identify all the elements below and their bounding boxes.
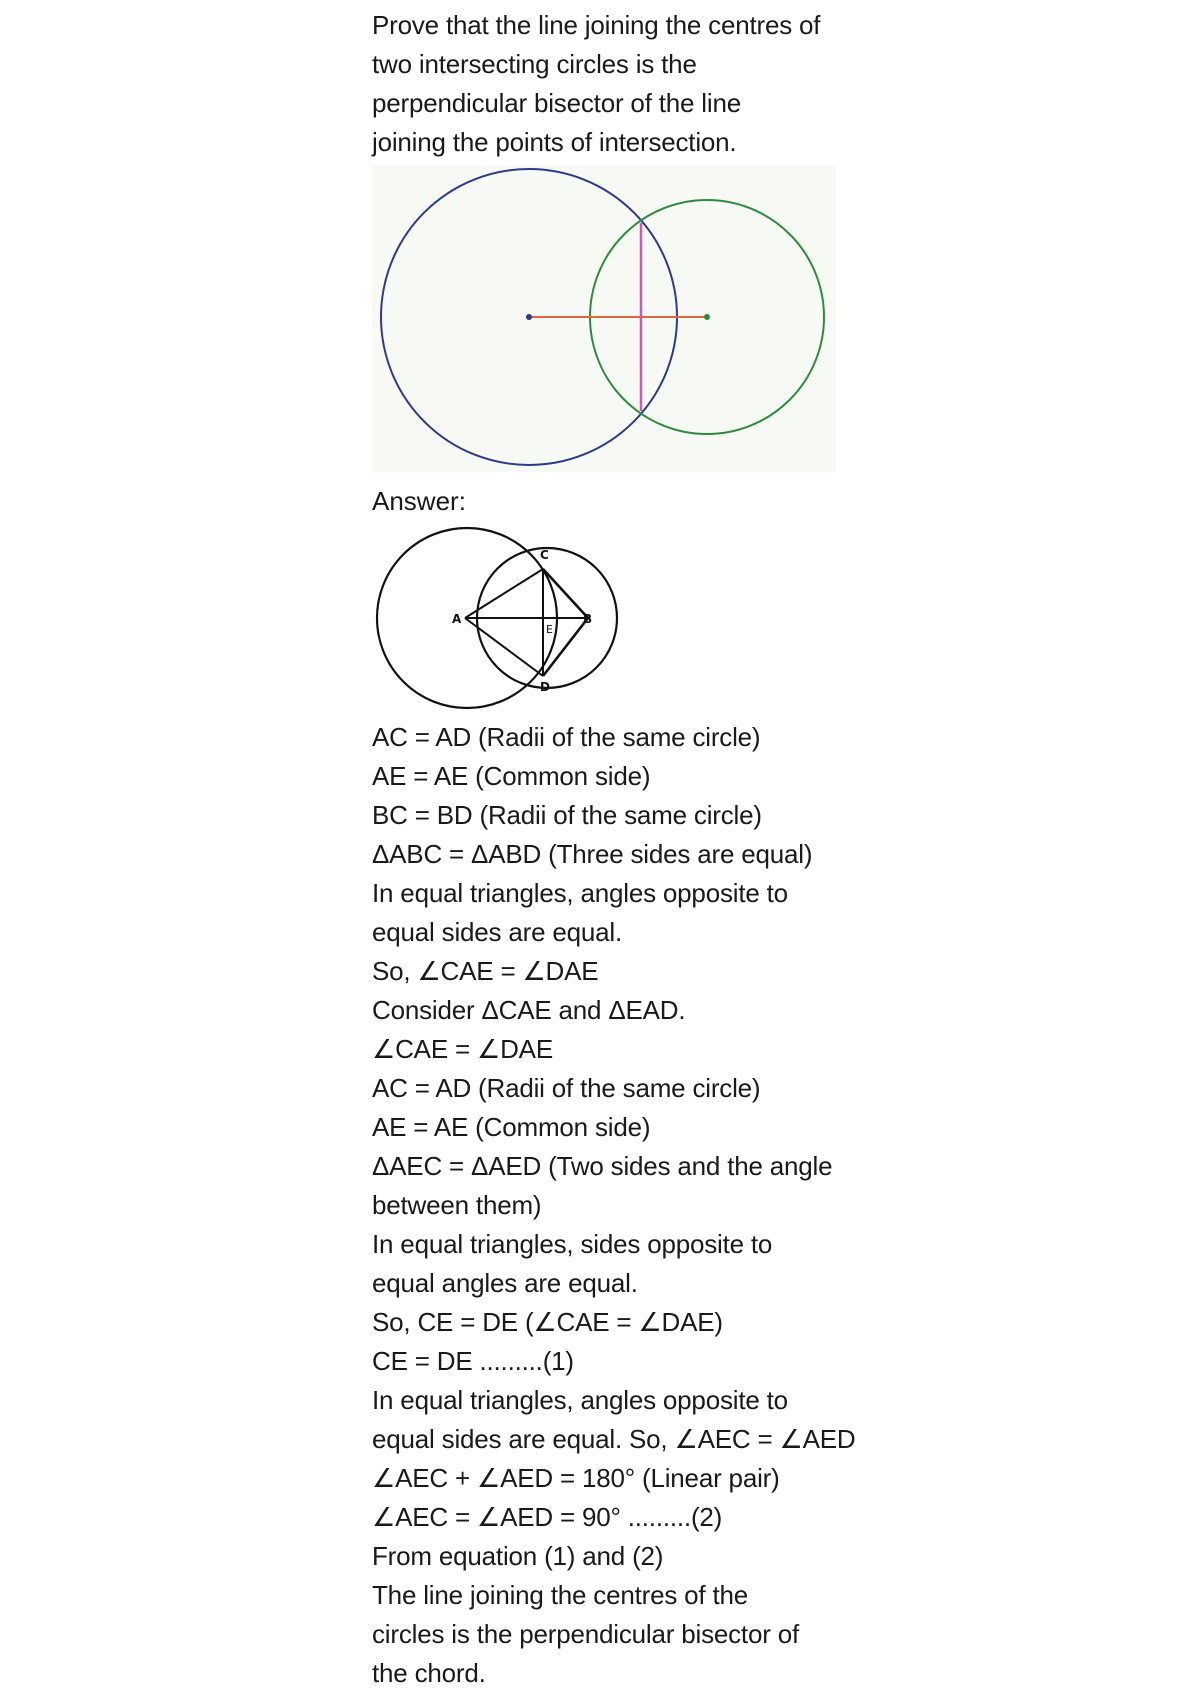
proof-line: equal sides are equal. So, ∠AEC = ∠AED bbox=[372, 1424, 856, 1454]
proof-text bbox=[372, 718, 856, 1693]
question-line: Prove that the line joining the centres of bbox=[372, 10, 821, 40]
proof-line: BC = BD (Radii of the same circle) bbox=[372, 800, 762, 830]
proof-line: In equal triangles, sides opposite to bbox=[372, 1229, 773, 1259]
green-centre-point bbox=[704, 314, 710, 320]
question-line: perpendicular bisector of the line bbox=[372, 88, 741, 118]
proof-line: ΔAEC = ΔAED (Two sides and the angle bbox=[372, 1151, 833, 1181]
proof-line: From equation (1) and (2) bbox=[372, 1541, 664, 1571]
segment-AC bbox=[465, 569, 543, 618]
label-B: B bbox=[583, 612, 593, 626]
proof-line: AE = AE (Common side) bbox=[372, 1112, 651, 1142]
label-A: A bbox=[452, 612, 462, 626]
proof-line: CE = DE .........(1) bbox=[372, 1346, 574, 1376]
segment-BC bbox=[543, 569, 588, 618]
proof-line: In equal triangles, angles opposite to bbox=[372, 878, 788, 908]
proof-line: ∠AEC + ∠AED = 180° (Linear pair) bbox=[372, 1463, 780, 1493]
question-figure bbox=[372, 166, 836, 472]
proof-line: circles is the perpendicular bisector of bbox=[372, 1619, 799, 1649]
proof-line: So, ∠CAE = ∠DAE bbox=[372, 956, 599, 986]
answer-figure bbox=[372, 523, 642, 713]
proof-line: AE = AE (Common side) bbox=[372, 761, 651, 791]
label-D: D bbox=[540, 680, 550, 694]
figure-background bbox=[372, 166, 836, 472]
blue-centre-point bbox=[526, 314, 532, 320]
proof-line: the chord. bbox=[372, 1658, 486, 1688]
proof-line: AC = AD (Radii of the same circle) bbox=[372, 722, 761, 752]
content-column bbox=[372, 0, 856, 1693]
proof-line: The line joining the centres of the bbox=[372, 1580, 749, 1610]
proof-line: ∠CAE = ∠DAE bbox=[372, 1034, 553, 1064]
proof-line: In equal triangles, angles opposite to bbox=[372, 1385, 788, 1415]
proof-line: Consider ΔCAE and ΔEAD. bbox=[372, 995, 686, 1025]
question-line: joining the points of intersection. bbox=[372, 127, 737, 157]
question-line: two intersecting circles is the bbox=[372, 49, 697, 79]
proof-line: equal sides are equal. bbox=[372, 917, 623, 947]
proof-line: ΔABC = ΔABD (Three sides are equal) bbox=[372, 839, 813, 869]
proof-line: equal angles are equal. bbox=[372, 1268, 638, 1298]
answer-label: Answer: bbox=[372, 486, 466, 516]
proof-line: So, CE = DE (∠CAE = ∠DAE) bbox=[372, 1307, 723, 1337]
proof-line: ∠AEC = ∠AED = 90° .........(2) bbox=[372, 1502, 723, 1532]
segment-AD bbox=[465, 618, 543, 676]
question-text bbox=[372, 0, 842, 162]
label-C: C bbox=[540, 548, 549, 562]
label-E: E bbox=[546, 623, 553, 636]
proof-line: AC = AD (Radii of the same circle) bbox=[372, 1073, 761, 1103]
proof-line: between them) bbox=[372, 1190, 542, 1220]
